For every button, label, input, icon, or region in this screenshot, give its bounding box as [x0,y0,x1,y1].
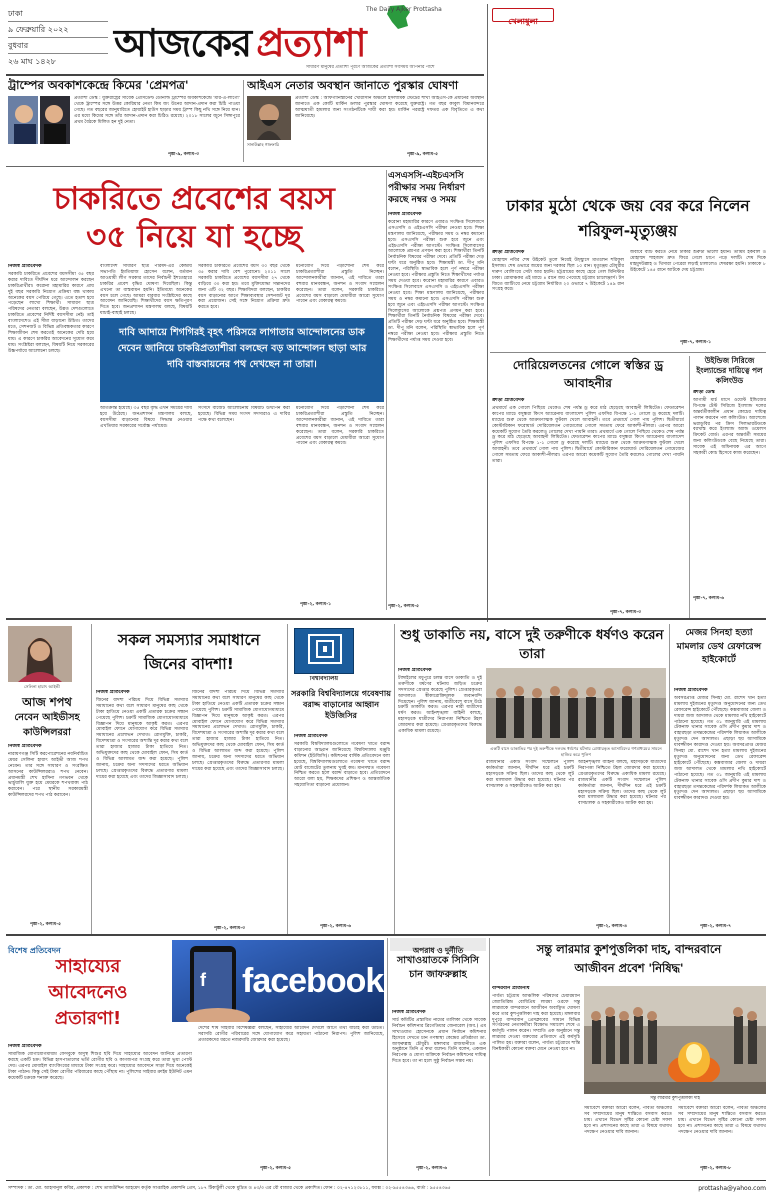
university-headline-text: সরকারি বিশ্ববিদ্যালয়ে গবেষণায় বরাদ্দ বাড়ানোর আহ্বান ইউজিসির [291,689,391,720]
pull-quote-text: দাবি আদায়ে শিগগিরই বৃহৎ পরিসরে লাগাতার আন্দোলনের ডাক দেবেন জানিয়ে চাকরিপ্রত্যাশীরা বলছেন বড় আন্দোলন ছাড়া আর দাবি বাস্তবায়নের পথ দেখছেন না তারা। [117,327,367,370]
oath-title-line2: নেবেন আইভীসহ [14,712,80,723]
crime-label [390,938,486,955]
problems-jump[interactable]: পৃষ্ঠা-২, কলাম-৩ [214,926,246,931]
cricket-celebration-photo [490,6,766,192]
larma-headline-line1: সন্তু লারমার কুশপুত্তলিকা দাহ, বান্দরবানে [536,942,722,956]
odi-body-text: আগামী মার্চ মাসে ওয়েস্ট ইন্ডিজের বিপক্ষে টেস্ট সিরিজে ইংল্যান্ড দলের অন্তর্বর্তীকালীন প্রধান কোচের দায়িত্ব পালন করবেন পল কলিংউড। অ্যাশেজে ভরাডুবির পর ক্রিস সিলভারউডকে বরখাস্ত করে ইংল্যান্ড অ্যান্ড ওয়েলস ক্রিকেট বোর্ড। এরপর অন্তর্বর্তী সময়ের জন্য কলিংউডকে বেছে নিয়েছে তারা। সাবেক এই অধিনায়ক এর আগে সহকারী কোচ হিসেবে কাজ করেছেন। [693,397,766,457]
crime-headline[interactable] [390,954,486,1006]
logo-word-2: প্রত্যাশা [256,20,366,65]
football-headline[interactable] [490,356,686,396]
brief1-title: ট্রাম্পের অবকাশকেন্দ্রে কিমের 'প্রেমপত্র' [8,78,189,92]
sinha-jump[interactable]: পৃষ্ঠা-২, কলাম-৭ [700,924,732,929]
arrested-suspects-photo [486,668,666,744]
sports-rule-2 [689,356,690,618]
lead-col-5: অতিক্রান্ত হয়েছে। ৩৫ বছর বৃদ্ধি এখন সময়ের দাবি হয়ে উঠেছে। জনপ্রশাসন মন্ত্রণালয় বলছে, বয়সসীমা বাড়ানোর বিষয়ে সিদ্ধান্ত নেওয়ার এখতিয়ার সরকারের সর্বোচ্চ পর্যায়ের। [100,406,192,429]
bus-byline: নিজস্ব প্রতিবেদক [398,668,432,673]
bus-headline[interactable] [398,626,666,666]
dateline-date-en: ৯ ফেব্রুয়ারি ২০২২ [8,22,108,38]
oath-title-line3: কাউন্সিলররা [23,727,71,738]
oath-body-text: নারায়ণগঞ্জ সিটি করপোরেশনের নবনির্বাচিত মেয়র সেলিনা হায়াৎ আইভী আজ শপথ নেবেন। তার সঙ্গে সাধারণ ও সংরক্ষিত আসনের কাউন্সিলররাও শপথ নেবেন। প্রধানমন্ত্রী শেখ হাসিনা গণভবন থেকে ভার্চুয়ালি যুক্ত হয়ে মেয়রকে শপথবাক্য পাঠ করাবেন। পরে স্থানীয় সরকারমন্ত্রী কাউন্সিলরদের শপথ পাঠ করাবেন। [8,751,88,799]
brief2-caption: সানাউল্লাহ গাফফারি [247,142,279,147]
football-headline-text: দোরিয়েলতনের গোলে স্বস্তির ড্র আবাহনীর [512,358,664,390]
sports-body-1 [492,250,624,348]
oath-jump[interactable]: পৃষ্ঠা-২, কলাম-৫ [30,922,62,927]
exam-headline: এসএসসি-এইচএসসি পরীক্ষার সময় নির্ধারণ করছে নম্বর ও সময় [388,171,465,205]
web-tag: The Daily Ajker Prottasha [366,6,442,13]
university-body-text: সরকারি বিশ্ববিদ্যালয়গুলোতে গবেষণা খাতে বরাদ্দ বাড়ানোর আহ্বান জানিয়েছে বিশ্ববিদ্যালয় মঞ্জুরি কমিশন (ইউজিসি)। কমিশনের বার্ষিক প্রতিবেদনে বলা হয়েছে, বিশ্ববিদ্যালয়গুলোতে গবেষণা খাতে বরাদ্দ মোট বাজেটের তুলনায় খুবই কম। মানসম্মত গবেষণা নিশ্চিত করতে হলে বরাদ্দ বাড়াতে হবে। প্রতিবেদনে আরো বলা হয়, শিক্ষকদের প্রশিক্ষণ ও আন্তর্জাতিক সহযোগিতা বাড়ানো প্রয়োজন। [294,741,390,789]
lead-col-1 [8,264,94,612]
sports-headline[interactable] [490,194,766,248]
odi-story[interactable] [693,356,766,618]
problems-headline[interactable] [94,628,284,688]
facebook-headline-line2: আবেদনেও [48,982,128,1003]
crime-divider [489,938,490,1176]
problems-headline-line1: সকল সমস্যার সমাধানে [117,631,261,649]
imprint-text: সম্পাদক : ডা. মো. আহসানুল কবির, প্রকাশক : শেখ তাজউদ্দিন আহমেদ কর্তৃক সাপ্তাহিক প্রকাশনি প্রেস, ১৮৭ টিকাটুলী থেকে মুদ্রিত ও ৪৩/৩ এর বৌ বাজার থেকে প্রকাশিত। ফোন : ০২-৪৭১২৩৮১১, ফ্যাক্স : ০২-৯৫৫৪৩৬৬, বার্তা : ৯৫৫৪৩৬৫ [8,1186,451,1191]
oath-photo-caption: সেলিনা হায়াৎ আইভী [24,684,60,689]
lead-col-2: বাংলাদেশ সাধারণ ছাত্র পরিষদ-এর কেন্দ্রীয় সভাপতি ইমতিয়াজ হোসেন বলেন, বর্তমান আওয়ামী লীগ সরকার তাদের নির্বাচনী ইশতেহারে চাকরির প্রবেশ বৃদ্ধির ঘোষণা দিয়েছিল। কিন্তু এখনো তা বাস্তবায়ন হয়নি। ইতিমধ্যে অনেকের বয়স চলে গেছে। আমরা বারবার সংশ্লিষ্টদের কাছে আবেদন জানিয়েছি। শিক্ষার্থীদের বয়স ক্ষতিপূরণ দিতে হবে। জনপ্রশাসন মন্ত্রণালয় বলছে, বিষয়টি যাচাই-বাছাই চলছে। [100,264,192,316]
trump-kim-photo [8,96,70,144]
facebook-byline: নিজস্ব প্রতিবেদক [8,1044,42,1049]
football-byline: ক্রীড়া প্রতিবেদক [492,398,525,403]
sinha-headline[interactable] [672,626,766,684]
facebook-label-text: বিশেষ প্রতিবেদন [8,946,61,955]
footer-rule [6,1180,766,1181]
facebook-headline-line1: সাহায্যের [55,956,121,977]
exam-body-text: করোনা মহামারির কারণে এবারও সংক্ষিপ্ত সিলেবাসে এসএসসি ও এইচএসসি পরীক্ষা নেওয়া হবে। শিক্ষা মন্ত্রণালয় জানিয়েছে, পরীক্ষার সময় ও নম্বর কমানো হবে। এসএসসি পরীক্ষা শুরু হবে জুনে এবং এইচএসসি পরীক্ষা আগস্টে। সংক্ষিপ্ত সিলেবাসের আলোকে প্রশ্নপত্র প্রণয়ন করা হবে। শিক্ষার্থীরা তিনটি নৈর্বাচনিক বিষয়ের পরীক্ষা দেবে। প্রতিটি পরীক্ষা দেড় ঘণ্টা ধরে অনুষ্ঠিত হবে। শিক্ষামন্ত্রী ডা. দীপু মনি বলেন, পরিস্থিতি স্বাভাবিক হলে পূর্ণ নম্বরে পরীক্ষা নেওয়া হবে। পরীক্ষার প্রস্তুতি নিতে শিক্ষার্থীদের পর্যাপ্ত সময় দেওয়া হবে। [388,219,484,284]
ivy-portrait [8,626,72,682]
ugc-logo-icon [305,633,345,665]
oath-title[interactable] [6,694,88,740]
oath-body [8,744,88,920]
brief-is-leader[interactable] [247,78,484,164]
larma-body-1 [492,986,580,1164]
crime-byline: নিজস্ব প্রতিবেদক [392,1010,426,1015]
brief2-body: প্রত্যাশা ডেস্ক : আফগানিস্তানের খোরাসান অঞ্চলে ইসলামিক স্টেটের শাখা আইএস-কে প্রধানের অবস্থান জানাতে এক কোটি মার্কিন ডলার পুরস্কার ঘোষণা করেছে যুক্তরাষ্ট্র। গত বছর কাবুল বিমানবন্দরে আত্মঘাতী হামলার জন্য সংগঠনটিকে দায়ী করা হয়। মার্কিন পররাষ্ট্র দফতর এক বিবৃতিতে এ কথা জানিয়েছে। [295,96,484,119]
crime-jump[interactable]: পৃষ্ঠা-২, কলাম-৬ [416,1166,448,1171]
dateline-date-bn: ২৬ মাঘ ১৪২৮ [8,57,56,66]
facebook-body-text: সামাজিক যোগাযোগমাধ্যম ফেসবুকে অসুস্থ শিশুর ছবি দিয়ে সাহায্যের আবেদন জানিয়ে প্রতারণা করছে একটি চক্র। বিভিন্ন হাসপাতালের ভর্তি রোগীর ছবি ও কাগজপত্র সংগ্রহ করে তারা ভুয়া পোস্ট দেয়। এরপর মোবাইল ব্যাংকিংয়ের মাধ্যমে টাকা সংগ্রহ করে। সাহায্যের আবেদনে সাড়া দিয়ে অনেকেই টাকা পাঠান। কিন্তু সেই টাকা রোগীর পরিবারের কাছে পৌঁছায় না। পুলিশের সাইবার ক্রাইম ইউনিট এমন কয়েকটি চক্রকে শনাক্ত করেছে। [8,1051,192,1081]
facebook-body-2: দেশের শীর্ষ সাইবার বিশেষজ্ঞরা বলছেন, সাহায্যের আবেদন দেখলে আগে তথ্য যাচাই করা উচিত। সরাসরি রোগীর পরিবারের সঙ্গে যোগাযোগ করে সহায়তা পাঠানো নিরাপদ। পুলিশ জানিয়েছে, প্রতারকদের ধরতে নজরদারি জোরদার করা হয়েছে। [198,1026,384,1043]
problems-body-1 [96,690,188,926]
crime-label-text: অপরাধ ও দুর্নীতি [412,946,464,955]
facebook-divider [387,938,388,1176]
facebook-jump[interactable]: পৃষ্ঠা-২, কলাম-৫ [260,1166,292,1171]
football-jump[interactable]: পৃষ্ঠা-৭, কলাম-৩ [610,610,642,615]
problems-byline: নিজস্ব প্রতিবেদক [96,690,130,695]
odi-jump[interactable]: পৃষ্ঠা-৭, কলাম-৬ [693,596,725,601]
svg-text:BANQUET: BANQUET [590,100,634,110]
svg-text:23: 23 [716,107,739,129]
bus-body-2: রাজধানীর একটি সংবাদ সম্মেলনে পুলিশ কর্মকর্তারা জানান, দীর্ঘদিন ধরে এই চক্রটি মহাসড়কে সক্রিয় ছিল। তাদের কাছ থেকে লুট করা মালামাল উদ্ধার করা হয়েছে। ঘটনার পর বাসচালক ও সহকারীকেও আটক করা হয়। [486,760,574,789]
sports-left-border [487,4,488,622]
larma-headline[interactable] [492,940,766,982]
problems-body-2: জিনের বাদশা পরিচয় দিয়ে বিভিন্ন সমস্যার সমাধানের কথা বলে সাধারণ মানুষের কাছ থেকে টাকা হাতিয়ে নেওয়া একটি প্রতারক চক্রের সন্ধান পেয়েছে পুলিশ। চক্রটি সামাজিক যোগাযোগমাধ্যমে বিজ্ঞাপন দিয়ে মানুষকে আকৃষ্ট করত। এরপর মোবাইল ফোনে যোগাযোগ করে বিভিন্ন সমস্যার সমাধানের প্রলোভন দেখাত। রোগমুক্তি, চাকরি, বিদেশযাত্রা ও সংসারের অশান্তি দূর করার কথা বলে তারা হাজার হাজার টাকা হাতিয়ে নিত। অভিযুক্তদের কাছ থেকে মোবাইল ফোন, সিম কার্ড ও বিভিন্ন আলামত জব্দ করা হয়েছে। পুলিশ জানায়, চক্রের অন্য সদস্যদের ধরতে অভিযান চলছে। গ্রেপ্তারকৃতদের বিরুদ্ধে প্রতারণার মামলা দায়ের করা হয়েছে এবং তাদের জিজ্ঞাসাবাদ চলছে। [192,690,284,772]
exam-body: নিজস্ব প্রতিবেদক করোনা মহামারির কারণে এবারও সংক্ষিপ্ত সিলেবাসে এসএসসি ও এইচএসসি পরীক্ষা নেওয়া হবে। শিক্ষা মন্ত্রণালয় জানিয়েছে, পরীক্ষার সময় ও নম্বর কমানো হবে। এসএসসি পরীক্ষা শুরু হবে জুনে এবং এইচএসসি পরীক্ষা আগস্টে। সংক্ষিপ্ত সিলেবাসের আলোকে প্রশ্নপত্র প্রণয়ন করা হবে। শিক্ষার্থীরা তিনটি নৈর্বাচনিক বিষয়ের পরীক্ষা দেবে। প্রতিটি পরীক্ষা দেড় ঘণ্টা ধরে অনুষ্ঠিত হবে। শিক্ষামন্ত্রী ডা. দীপু মনি বলেন, পরিস্থিতি স্বাভাবিক হলে পূর্ণ নম্বরে পরীক্ষা নেওয়া হবে। পরীক্ষার প্রস্তুতি নিতে শিক্ষার্থীদের পর্যাপ্ত সময় দেওয়া হবে। করোনা মহামারির কারণে এবারও সংক্ষিপ্ত সিলেবাসে এসএসসি ও এইচএসসি পরীক্ষা নেওয়া হবে। শিক্ষা মন্ত্রণালয় জানিয়েছে, পরীক্ষার সময় ও নম্বর কমানো হবে। এসএসসি পরীক্ষা শুরু হবে জুনে এবং এইচএসসি পরীক্ষা আগস্টে। সংক্ষিপ্ত সিলেবাসের আলোকে প্রশ্নপত্র প্রণয়ন করা হবে। শিক্ষার্থীরা তিনটি নৈর্বাচনিক বিষয়ের পরীক্ষা দেবে। প্রতিটি পরীক্ষা দেড় ঘণ্টা ধরে অনুষ্ঠিত হবে। শিক্ষামন্ত্রী ডা. দীপু মনি বলেন, পরিস্থিতি স্বাভাবিক হলে পূর্ণ নম্বরে পরীক্ষা নেওয়া হবে। পরীক্ষার প্রস্তুতি নিতে শিক্ষার্থীদের পর্যাপ্ত সময় দেওয়া হবে। [388,212,484,344]
svg-text:NAIM: NAIM [714,133,734,142]
bus-jump[interactable]: পৃষ্ঠা-২, কলাম-৪ [596,924,628,929]
middle-bottom-rule [6,934,766,936]
exam-byline: নিজস্ব প্রতিবেদক [388,212,422,217]
bus-body-3: আইনশৃঙ্খলা বাহিনী বলছে, মহাসড়কে যাত্রীদের নিরাপত্তা নিশ্চিতে টহল জোরদার করা হয়েছে। গ্রেপ্তারকৃতদের বিরুদ্ধে একাধিক মামলা রয়েছে। রাজধানীর একটি সংবাদ সম্মেলনে পুলিশ কর্মকর্তারা জানান, দীর্ঘদিন ধরে এই চক্রটি মহাসড়কে সক্রিয় ছিল। তাদের কাছ থেকে লুট করা মালামাল উদ্ধার করা হয়েছে। ঘটনার পর বাসচালক ও সহকারীকেও আটক করা হয়। [578,760,666,807]
exam-story[interactable] [388,170,484,612]
university-byline: নিজস্ব প্রতিবেদক [294,734,328,739]
university-body [294,734,390,922]
imprint-line [8,1184,658,1194]
odi-headline: উইন্ডিজ সিরিজে ইংল্যান্ডের দায়িত্বে পল কলিংউড [696,356,763,385]
dateline-weekday: বুধবার [8,38,108,54]
masthead-rule [6,74,484,76]
larma-body-text: পার্বত্য চট্টগ্রাম আঞ্চলিক পরিষদের চেয়ারম্যান জ্যোতিরিন্দ্র বোধিপ্রিয় লারমা ওরফে সন্তু লারমাকে বান্দরবানে আজীবন অবাঞ্ছিত ঘোষণা করে তার কুশপুত্তলিকা দাহ করা হয়েছে। মঙ্গলবার দুপুরে বান্দরবান প্রেসক্লাবের সামনে বিভিন্ন সংগঠনের নেতাকর্মীরা বিক্ষোভ সমাবেশ শেষে এ কর্মসূচি পালন করেন। সম্প্রতি এক অনুষ্ঠানে সন্তু লারমার দেওয়া বক্তব্যের প্রতিবাদে এই কর্মসূচি পালিত হয়। বক্তারা বলেন, পার্বত্য চট্টগ্রামে শান্তি বিনষ্টকারী কোনো বক্তব্য মেনে নেওয়া হবে না। [492,993,580,1053]
facebook-body-1 [8,1044,192,1164]
footer-email[interactable]: prottasha@yahoo.com [698,1185,766,1192]
lead-headline[interactable] [8,180,380,260]
lead-pull-quote [100,318,384,402]
lead-col-6: সংসদে বাজেট আলোচনায় বিষয়টি উত্থাপন করা হয়েছে। বিভিন্ন সময় সংসদ সদস্যরাও এ দাবির পক্ষে কথা বলেছেন। [198,406,290,423]
brief1-body: প্রত্যাশা ডেস্ক : যুক্তরাষ্ট্রের সাবেক প্রেসিডেন্ট ডোনাল্ড ট্রাম্পের অবকাশকেন্দ্রে 'মার-এ-লাগো' থেকে ট্রাম্পের সঙ্গে উত্তর কোরিয়ার নেতা কিম জং উনের আদান-প্রদান করা চিঠি পাওয়া গেছে। গত বছরের জানুয়ারিতে হোয়াইট হাউস ছাড়ার সময় ট্রাম্প কিছু নথি সঙ্গে নিয়ে যান। এর মধ্যে কিমের সঙ্গে তাঁর আদান-প্রদান করা চিঠিও রয়েছে। ২০১৮ সালের জুনে সিঙ্গাপুরে প্রথম বৈঠকে মিলিত হন দুই নেতা। [74,96,240,125]
crime-body-text: সার্চ কমিটির প্রস্তাবিত নামের তালিকা থেকে সাবেক নির্বাচন কমিশনার ব্রিগেডিয়ার জেনারেল (অব.) এম সাখাওয়াত হোসেনকে প্রধান নির্বাচন কমিশনার হিসেবে দেখতে চান গণস্বাস্থ্য কেন্দ্রের প্রতিষ্ঠাতা ডা. জাফরুল্লাহ চৌধুরী। মঙ্গলবার রাজধানীতে এক অনুষ্ঠানে তিনি এ কথা বলেন। তিনি বলেন, একজন নিরপেক্ষ ও যোগ্য ব্যক্তিকে নির্বাচন কমিশনের দায়িত্ব দিতে হবে। তা না হলে সুষ্ঠু নির্বাচন সম্ভব নয়। [392,1017,486,1065]
masthead [6,4,484,84]
facebook-phone-photo [172,940,384,1022]
university-jump[interactable]: পৃষ্ঠা-২, কলাম-৬ [320,924,352,929]
university-headline[interactable] [290,688,392,730]
larma-body-2: সমাবেশে বক্তারা আরো বলেন, পার্বত্য অঞ্চলের সব সম্প্রদায়ের মানুষ শান্তিতে বসবাস করতে চায়। এখানে বিভেদ সৃষ্টির কোনো চেষ্টা সফল হবে না। প্রশাসনের কাছে তারা এ বিষয়ে যথাযথ পদক্ষেপ নেওয়ার দাবি জানান। [584,1106,672,1135]
sports-body-2: জবাবে ব্যাট করতে নেমে ঢাকার শুরুটা ভালো হয়নি। তামিম ইকবাল ও মোহাম্মদ শাহজাদ দ্রুত ফিরে গেলে চাপে পড়ে দলটি। শেষ দিকে মাহমুদউল্লাহ ও থিসারা পেরেরা লড়াই চালালেও শেষরক্ষা হয়নি। ঢাকাকে ৮ উইকেটে ১৪৫ রানে আটকে দেয় চট্টগ্রাম। [630,250,766,273]
lead-headline-line2: ৩৫ নিয়ে যা হচ্ছে [86,219,302,255]
lead-col-4: মনোযোগ দিয়ে পড়াশোনা শেষ করে চাকরিপ্রত্যাশীরা প্রস্তুতি নিচ্ছেন। আন্দোলনকারীরা জানান, এই দাবিতে তারা বহুবার মানববন্ধন, অনশন ও সংবাদ সম্মেলন করেছেন। তারা বলেন, সরকারি চাকরিতে প্রবেশের বয়স বাড়ালে মেধাবীরা আরো সুযোগ পাবেন এবং বেকারত্ব কমবে। [296,264,384,305]
football-body: ক্রীড়া প্রতিবেদক প্রথমার্ধে এক গোলে পিছিয়ে থেকেও শেষ পর্যন্ত ড্র করে মাঠ ছেড়েছে আবাহনী লিমিটেড। ফেডারেশন কাপের ম্যাচে বসুন্ধরা কিংস অ্যারেনায় বাংলাদেশ পুলিশ এফসির বিপক্ষে ১-১ গোলে ড্র করেছে দলটি। ম্যাচের শুরু থেকে আক্রমণাত্মক ফুটবল খেলে আবাহনী। তবে প্রথমার্ধে গোল পায় পুলিশ। দ্বিতীয়ার্ধে কোস্টারিকান ফরোয়ার্ড দোরিয়েলতন গোমেজের গোলে সমতায় ফেরে আকাশী-নীলরা। এরপর আরো কয়েকটি সুযোগ তৈরি করলেও গোলের দেখা পায়নি তারা। প্রথমার্ধে এক গোলে পিছিয়ে থেকেও শেষ পর্যন্ত ড্র করে মাঠ ছেড়েছে আবাহনী লিমিটেড। ফেডারেশন কাপের ম্যাচে বসুন্ধরা কিংস অ্যারেনায় বাংলাদেশ পুলিশ এফসির বিপক্ষে ১-১ গোলে ড্র করেছে দলটি। ম্যাচের শুরু থেকে আক্রমণাত্মক ফুটবল খেলে আবাহনী। তবে প্রথমার্ধে গোল পায় পুলিশ। দ্বিতীয়ার্ধে কোস্টারিকান ফরোয়ার্ড দোরিয়েলতন গোমেজের গোলে সমতায় ফেরে আকাশী-নীলরা। এরপর আরো কয়েকটি সুযোগ তৈরি করলেও গোলের দেখা পায়নি তারা। [492,398,684,465]
facebook-headline-line3: প্রতারণা! [54,1008,122,1029]
newspaper-logo[interactable] [114,14,484,66]
sports-section-label [492,8,554,26]
sports-jump[interactable]: পৃষ্ঠা-৭, কলাম-১ [680,340,712,345]
brief-bottom-rule [6,166,484,167]
football-body-text: প্রথমার্ধে এক গোলে পিছিয়ে থেকেও শেষ পর্যন্ত ড্র করে মাঠ ছেড়েছে আবাহনী লিমিটেড। ফেডারেশন কাপের ম্যাচে বসুন্ধরা কিংস অ্যারেনায় বাংলাদেশ পুলিশ এফসির বিপক্ষে ১-১ গোলে ড্র করেছে দলটি। ম্যাচের শুরু থেকে আক্রমণাত্মক ফুটবল খেলে আবাহনী। তবে প্রথমার্ধে গোল পায় পুলিশ। দ্বিতীয়ার্ধে কোস্টারিকান ফরোয়ার্ড দোরিয়েলতন গোমেজের গোলে সমতায় ফেরে আকাশী-নীলরা। এরপর আরো কয়েকটি সুযোগ তৈরি করলেও গোলের দেখা পায়নি তারা। [492,405,684,435]
sinha-body-text: অবসরপ্রাপ্ত মেজর সিনহা মো. রাশেদ খান হত্যা মামলায় দুইজনের মৃত্যুদণ্ড অনুমোদনের জন্য ডেথ রেফারেন্স হাইকোর্টে পৌঁছেছে। কক্সবাজার জেলা ও দায়রা জজ আদালত থেকে মামলার নথি হাইকোর্টে পাঠানো হয়েছে। গত ৩১ জানুয়ারি এই মামলায় টেকনাফ থানার সাবেক ওসি প্রদীপ কুমার দাশ ও বাহারছড়া তদন্তকেন্দ্রের পরিদর্শক লিয়াকত আলীকে মৃত্যুদণ্ড দেন আদালত। এছাড়া ছয় আসামিকে যাবজ্জীবন কারাদণ্ড দেওয়া হয়। [674,695,766,749]
problems-divider [287,624,288,934]
problems-body-text: জিনের বাদশা পরিচয় দিয়ে বিভিন্ন সমস্যার সমাধানের কথা বলে সাধারণ মানুষের কাছ থেকে টাকা হাতিয়ে নেওয়া একটি প্রতারক চক্রের সন্ধান পেয়েছে পুলিশ। চক্রটি সামাজিক যোগাযোগমাধ্যমে বিজ্ঞাপন দিয়ে মানুষকে আকৃষ্ট করত। এরপর মোবাইল ফোনে যোগাযোগ করে বিভিন্ন সমস্যার সমাধানের প্রলোভন দেখাত। রোগমুক্তি, চাকরি, বিদেশযাত্রা ও সংসারের অশান্তি দূর করার কথা বলে তারা হাজার হাজার টাকা হাতিয়ে নিত। অভিযুক্তদের কাছ থেকে মোবাইল ফোন, সিম কার্ড ও বিভিন্ন আলামত জব্দ করা হয়েছে। পুলিশ জানায়, চক্রের অন্য সদস্যদের ধরতে অভিযান চলছে। গ্রেপ্তারকৃতদের বিরুদ্ধে প্রতারণার মামলা দায়ের করা হয়েছে এবং তাদের জিজ্ঞাসাবাদ চলছে। [96,697,188,780]
sports-body-text: মোহাম্মদ নবির শেষ উইকেট তুলে নিয়েই উচ্ছ্বাসে মাতলেন শরিফুল ইসলাম। শেষ ওভারে জয়ের জন্য দরকার ছিল ১০ রান। মৃত্যুঞ্জয় চৌধুরীর দারুণ বোলিংয়ে সেটা আর হয়নি। চট্টগ্রামের কাছে হেরে গেল মিনিস্টার ঢাকা। রোমাঞ্চকর এই ম্যাচে ৪ রানে জয় পেয়েছে চট্টগ্রাম চ্যালেঞ্জার্স। টস জিতে ব্যাটিংয়ে নেমে চট্টগ্রাম নির্ধারিত ২০ ওভারে ৭ উইকেটে ১৪৯ রান সংগ্রহ করে। [492,257,624,293]
larma-body-3: সমাবেশে বক্তারা আরো বলেন, পার্বত্য অঞ্চলের সব সম্প্রদায়ের মানুষ শান্তিতে বসবাস করতে চায়। এখানে বিভেদ সৃষ্টির কোনো চেষ্টা সফল হবে না। প্রশাসনের কাছে তারা এ বিষয়ে যথাযথ পদক্ষেপ নেওয়ার দাবি জানান। [678,1106,766,1135]
facebook-label [8,938,108,955]
sports-rule-1 [490,352,766,353]
logo-word-1: আজকের [114,20,252,65]
lead-col1-text: সরকারি চাকরিতে প্রবেশের বয়সসীমা ৩৫ বছর করার দাবিতে দীর্ঘদিন ধরে আন্দোলন করছেন চাকরিপ্রার্থীরা। করোনা মহামারির কারণে প্রায় দুই বছর সরকারি নিয়োগ প্রক্রিয়া বন্ধ থাকায় অনেকের বয়স পেরিয়ে গেছে। এতে হতাশ হয়ে পড়েছেন লাখো শিক্ষার্থী। সাধারণ ছাত্র পরিষদের নেতারা বলছেন, উন্নত দেশগুলোতে চাকরিতে প্রবেশের নির্দিষ্ট বয়সসীমা নেই। তাই বাংলাদেশেও এই সীমা বাড়ানো উচিত। তাদের মতে, সেশনজট ও বিভিন্ন প্রতিবন্ধকতার কারণে শিক্ষাজীবন শেষ করতেই অনেকের দেরি হয়ে যায়। এ কারণে চাকরির আবেদনের সুযোগ কমে যায়। সংশ্লিষ্টরা বলছেন, বিষয়টি নিয়ে সরকারের উচ্চপর্যায়ে আলোচনা চলছে। [8,271,94,354]
lead-headline-line1: চাকরিতে প্রবেশের বয়স [53,181,335,217]
sports-section-text: খেলাধুলা [508,17,538,26]
brief1-jump[interactable]: পৃষ্ঠা-৯, কলাম-৩ [168,152,200,157]
university-logo-caption: বিশ্ববিদ্যালয় [309,676,339,682]
svg-text:f: f [200,970,206,990]
odi-byline: ক্রীড়া ডেস্ক [693,390,715,395]
sinha-headline-text: মেজর সিনহা হত্যা মামলার ডেথ রেফারেন্স হাইকোর্টে [676,627,762,665]
bus-body1-text: টাঙ্গাইলের মধুপুরে চলন্ত বাসে ডাকাতি ও দুই তরুণীকে ধর্ষণের ঘটনায় জড়িত চক্রের সদস্যদের গ্রেপ্তার করেছে পুলিশ। গ্রেপ্তারকৃতরা আদালতে স্বীকারোক্তিমূলক জবানবন্দি দিয়েছেন। পুলিশ জানায়, যাত্রীবেশে বাসে উঠে চক্রটি ডাকাতি করত। এরপর নারী যাত্রীদের ধর্ষণ করত। [398,675,482,717]
bus-divider [669,624,670,934]
effigy-photo-caption: সন্তু লারমার কুশপুত্তলিকা দাহ [650,1096,700,1101]
lead-jump[interactable]: পৃষ্ঠা-২, কলাম-১ [300,602,332,607]
bus-headline-text: শুধু ডাকাতি নয়, বাসে দুই তরুণীকে ধর্ষণও করেন তারা [400,628,664,662]
is-leader-photo [247,96,291,140]
logo-tagline: সাধারণ মানুষের প্রত্যাশা পূরণে আজকের প্রত্যাশা সবসময় আপনার পাশে [306,65,435,70]
lead-col-3: সরকারি চাকরিতে প্রবেশের বয়স ৩০ বছর থেকে ৩৫ করার দাবি বেশ পুরোনো। ২০১১ সালে সরকারি চাকরিতে প্রবেশের বয়সসীমা ২৭ থেকে বাড়িয়ে ৩০ করা হয়। তবে মুক্তিযোদ্ধা সন্তানদের জন্য এটি ৩২ বছর। শিক্ষাবিদরা বলছেন, চাকরির বয়স বাড়ানোর আগে শিক্ষাব্যবস্থার সেশনজট দূর করা প্রয়োজন। সেই সঙ্গে নিয়োগ প্রক্রিয়া দ্রুত করতে হবে। [198,264,290,311]
sinha-body: নিজস্ব প্রতিবেদক অবসরপ্রাপ্ত মেজর সিনহা মো. রাশেদ খান হত্যা মামলায় দুইজনের মৃত্যুদণ্ড অনুমোদনের জন্য ডেথ রেফারেন্স হাইকোর্টে পৌঁছেছে। কক্সবাজার জেলা ও দায়রা জজ আদালত থেকে মামলার নথি হাইকোর্টে পাঠানো হয়েছে। গত ৩১ জানুয়ারি এই মামলায় টেকনাফ থানার সাবেক ওসি প্রদীপ কুমার দাশ ও বাহারছড়া তদন্তকেন্দ্রের পরিদর্শক লিয়াকত আলীকে মৃত্যুদণ্ড দেন আদালত। এছাড়া ছয় আসামিকে যাবজ্জীবন কারাদণ্ড দেওয়া হয়। অবসরপ্রাপ্ত মেজর সিনহা মো. রাশেদ খান হত্যা মামলায় দুইজনের মৃত্যুদণ্ড অনুমোদনের জন্য ডেথ রেফারেন্স হাইকোর্টে পৌঁছেছে। কক্সবাজার জেলা ও দায়রা জজ আদালত থেকে মামলার নথি হাইকোর্টে পাঠানো হয়েছে। গত ৩১ জানুয়ারি এই মামলায় টেকনাফ থানার সাবেক ওসি প্রদীপ কুমার দাশ ও বাহারছড়া তদন্তকেন্দ্রের পরিদর্শক লিয়াকত আলীকে মৃত্যুদণ্ড দেন আদালত। এছাড়া ছয় আসামিকে যাবজ্জীবন কারাদণ্ড দেওয়া হয়। [674,688,766,802]
larma-byline: বান্দরবান প্রতিনিধি [492,986,530,991]
facebook-wordmark: facebook [242,962,384,1000]
brief2-jump[interactable]: পৃষ্ঠা-৯, কলাম-৫ [407,152,439,157]
sports-headline-text: ঢাকার মুঠো থেকে জয় বের করে নিলেন শরিফুল-মৃত্যুঞ্জয় [506,197,750,240]
lead-col-7: মনোযোগ দিয়ে পড়াশোনা শেষ করে চাকরিপ্রত্যাশীরা প্রস্তুতি নিচ্ছেন। আন্দোলনকারীরা জানান, এই দাবিতে তারা বহুবার মানববন্ধন, অনশন ও সংবাদ সম্মেলন করেছেন। তারা বলেন, সরকারি চাকরিতে প্রবেশের বয়স বাড়ালে মেধাবীরা আরো সুযোগ পাবেন এবং বেকারত্ব কমবে। [296,406,384,447]
university-divider [394,624,395,934]
sports-byline: ক্রীড়া প্রতিবেদক [492,250,525,255]
brief-trump-kim[interactable] [8,78,240,164]
bus-photo-caption: একটি বাসে ডাকাতির পর দুই তরুণীকে দলবদ্ধ ধর্ষণের ঘটনায় গ্রেপ্তারকৃত আসামিদের গণমাধ্যমের সামনে হাজির করে পুলিশ [490,746,662,757]
problems-headline-line2: জিনের বাদশা! [144,655,234,673]
effigy-burning-photo [584,986,766,1094]
oath-title-line1: আজ শপথ [22,695,72,709]
larma-jump[interactable]: পৃষ্ঠা-২, কলাম-৮ [700,1166,732,1171]
brief2-title: আইএস নেতার অবস্থান জানাতে পুরস্কার ঘোষণা [247,79,459,92]
odi-body [693,390,766,596]
bus-body-1: নিজস্ব প্রতিবেদক টাঙ্গাইলের মধুপুরে চলন্ত বাসে ডাকাতি ও দুই তরুণীকে ধর্ষণের ঘটনায় জড়িত চক্রের সদস্যদের গ্রেপ্তার করেছে পুলিশ। গ্রেপ্তারকৃতরা আদালতে স্বীকারোক্তিমূলক জবানবন্দি দিয়েছেন। পুলিশ জানায়, যাত্রীবেশে বাসে উঠে চক্রটি ডাকাতি করত। এরপর নারী যাত্রীদের ধর্ষণ করত। আইনশৃঙ্খলা বাহিনী বলছে, মহাসড়কে যাত্রীদের নিরাপত্তা নিশ্চিতে টহল জোরদার করা হয়েছে। গ্রেপ্তারকৃতদের বিরুদ্ধে একাধিক মামলা রয়েছে। [398,668,482,735]
lead-byline: নিজস্ব প্রতিবেদক [8,264,42,269]
university-logo [294,628,354,674]
larma-headline-line2: আজীবন প্রবেশ 'নিষিদ্ধ' [574,961,684,975]
crime-body [392,1010,486,1162]
lead-exam-divider [386,170,387,610]
sinha-byline: নিজস্ব প্রতিবেদক [674,688,708,693]
dateline-city: ঢাকা [8,8,108,22]
dateline [8,8,108,69]
brief-divider [243,80,244,162]
top-bottom-rule [6,618,766,620]
crime-headline-text: সাখাওয়াতকে সিসিসি চান জাফরুল্লাহ [396,955,480,980]
exam-jump[interactable]: পৃষ্ঠা-২, কলাম-৫ [388,604,420,609]
oath-byline: নিজস্ব প্রতিবেদক [8,744,42,749]
facebook-headline[interactable] [8,954,168,1042]
oath-divider [91,624,92,934]
